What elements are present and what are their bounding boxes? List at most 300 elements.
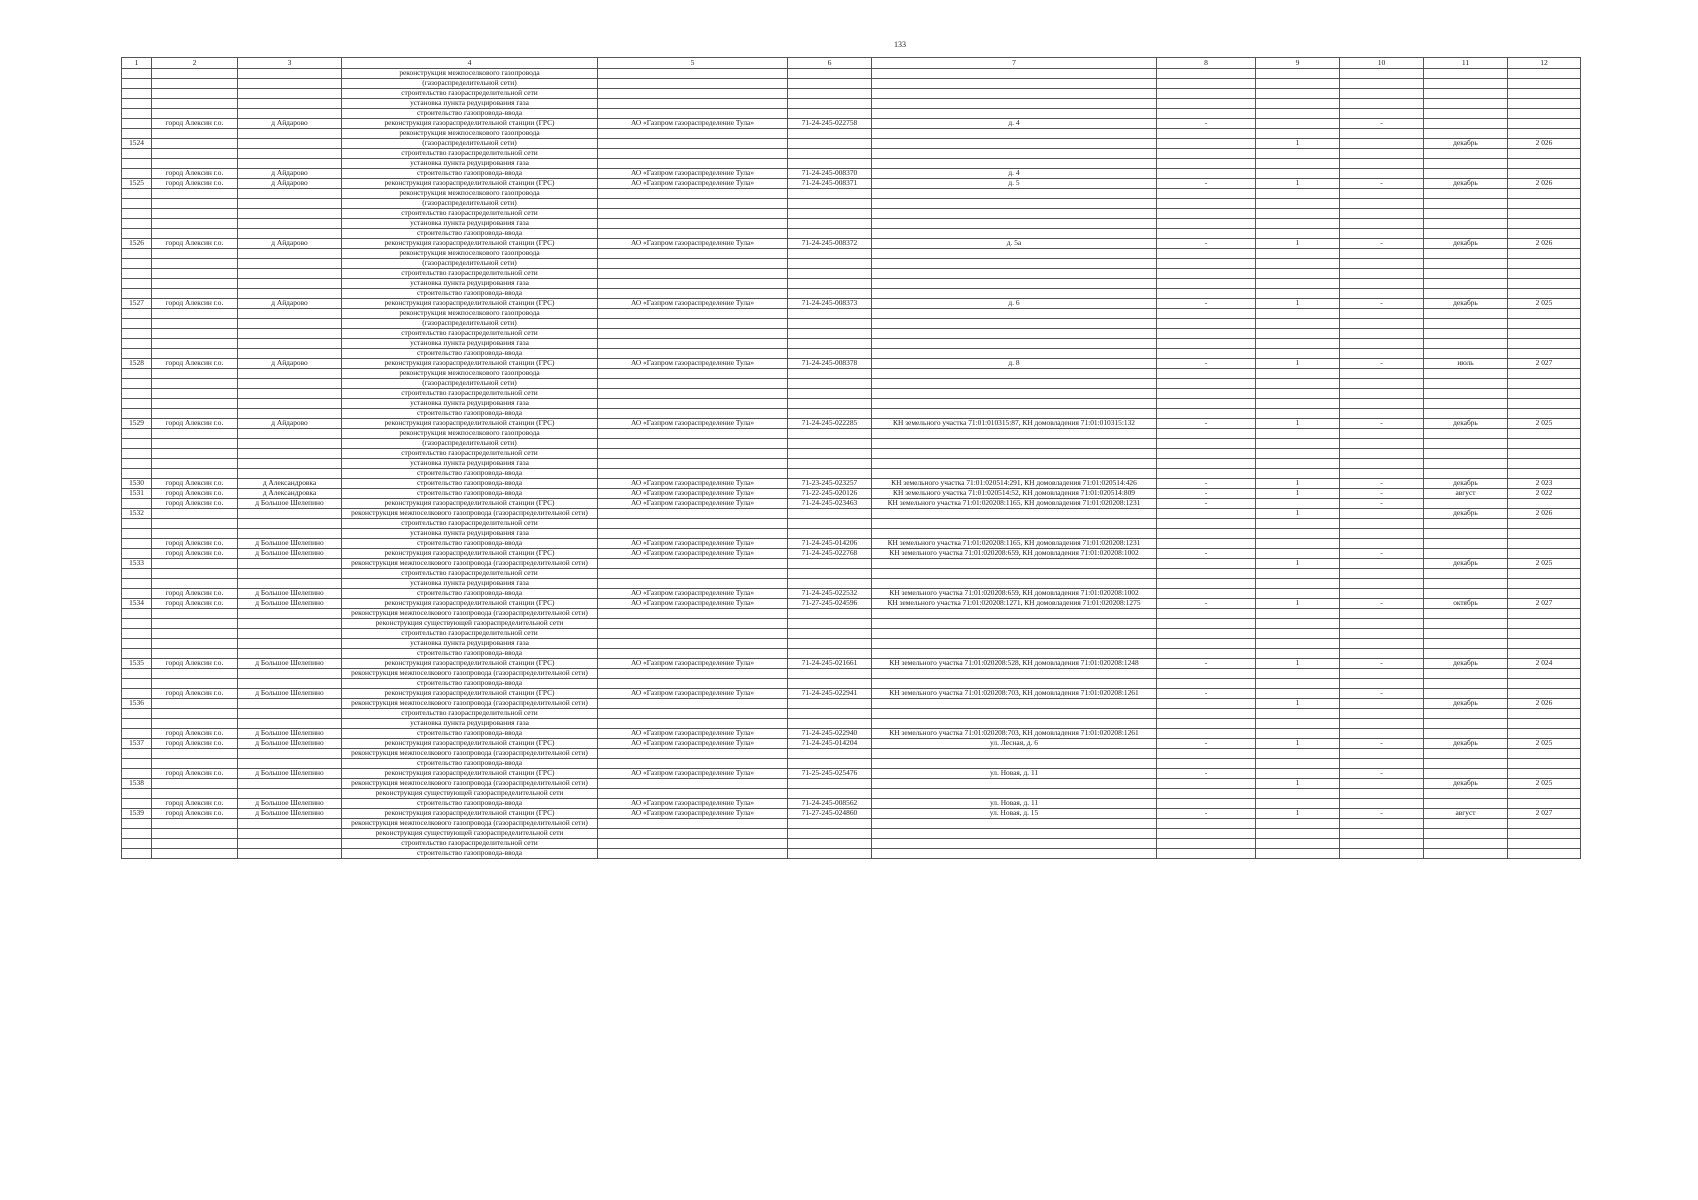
table-row xyxy=(122,679,1581,689)
table-row xyxy=(122,409,1581,419)
cell-col10: - xyxy=(1340,479,1424,489)
cell-organization xyxy=(598,559,788,569)
cell-organization xyxy=(598,519,788,529)
page-number: 133 xyxy=(894,40,906,49)
cell-application-id xyxy=(788,259,872,269)
cell-settlement: д Большое Шелепино xyxy=(238,769,342,779)
cell-month xyxy=(1424,819,1508,829)
table-row xyxy=(122,579,1581,589)
cell-settlement: д Большое Шелепино xyxy=(238,589,342,599)
cell-settlement xyxy=(238,609,342,619)
cell-year xyxy=(1508,499,1581,509)
cell-year xyxy=(1508,69,1581,79)
cell-address: ул. Лесная, д. 6 xyxy=(872,739,1157,749)
cell-col8 xyxy=(1157,399,1256,409)
cell-col10: - xyxy=(1340,549,1424,559)
cell-application-id: 71-24-245-008371 xyxy=(788,179,872,189)
cell-year: 2 027 xyxy=(1508,599,1581,609)
cell-col10 xyxy=(1340,349,1424,359)
cell-application-id: 71-24-245-022285 xyxy=(788,419,872,429)
table-row xyxy=(122,219,1581,229)
cell-month xyxy=(1424,719,1508,729)
cell-col9 xyxy=(1256,89,1340,99)
cell-settlement: д Большое Шелепино xyxy=(238,729,342,739)
cell-organization: АО «Газпром газораспределение Тула» xyxy=(598,419,788,429)
cell-year xyxy=(1508,269,1581,279)
cell-year: 2 025 xyxy=(1508,299,1581,309)
cell-address xyxy=(872,669,1157,679)
cell-col9 xyxy=(1256,769,1340,779)
cell-month: декабрь xyxy=(1424,299,1508,309)
cell-application-id xyxy=(788,399,872,409)
cell-number xyxy=(122,469,152,479)
table-row xyxy=(122,349,1581,359)
cell-municipality xyxy=(152,229,238,239)
cell-address: д. 4 xyxy=(872,169,1157,179)
cell-col9 xyxy=(1256,649,1340,659)
cell-address xyxy=(872,429,1157,439)
cell-col9 xyxy=(1256,339,1340,349)
cell-settlement xyxy=(238,519,342,529)
cell-settlement xyxy=(238,129,342,139)
cell-organization xyxy=(598,759,788,769)
cell-address xyxy=(872,129,1157,139)
cell-application-id xyxy=(788,129,872,139)
cell-settlement xyxy=(238,679,342,689)
cell-municipality xyxy=(152,679,238,689)
cell-col9 xyxy=(1256,579,1340,589)
table-row xyxy=(122,399,1581,409)
cell-col8 xyxy=(1157,449,1256,459)
table-row xyxy=(122,119,1581,129)
cell-organization: АО «Газпром газораспределение Тула» xyxy=(598,239,788,249)
cell-col10 xyxy=(1340,409,1424,419)
cell-application-id xyxy=(788,649,872,659)
cell-organization xyxy=(598,139,788,149)
cell-number xyxy=(122,589,152,599)
cell-settlement xyxy=(238,389,342,399)
cell-application-id xyxy=(788,159,872,169)
cell-col8 xyxy=(1157,839,1256,849)
cell-settlement xyxy=(238,629,342,639)
cell-year xyxy=(1508,749,1581,759)
table-row xyxy=(122,289,1581,299)
cell-year xyxy=(1508,429,1581,439)
cell-col10 xyxy=(1340,459,1424,469)
cell-settlement: д Большое Шелепино xyxy=(238,689,342,699)
cell-col8 xyxy=(1157,579,1256,589)
cell-settlement: д Большое Шелепино xyxy=(238,659,342,669)
cell-address: КН земельного участка 71:01:020208:659, КН домовладения 71:01:020208:1002 xyxy=(872,549,1157,559)
cell-col9 xyxy=(1256,99,1340,109)
cell-col8: - xyxy=(1157,769,1256,779)
cell-settlement xyxy=(238,709,342,719)
cell-organization xyxy=(598,529,788,539)
cell-year: 2 025 xyxy=(1508,419,1581,429)
cell-application-id xyxy=(788,669,872,679)
cell-number xyxy=(122,399,152,409)
cell-month: июль xyxy=(1424,359,1508,369)
cell-address xyxy=(872,509,1157,519)
cell-application-id xyxy=(788,219,872,229)
cell-application-id: 71-24-245-008378 xyxy=(788,359,872,369)
table-row xyxy=(122,819,1581,829)
cell-col9: 1 xyxy=(1256,779,1340,789)
table-row xyxy=(122,419,1581,429)
cell-organization xyxy=(598,699,788,709)
cell-work-type: реконструкция газораспределительной станции (ГРС) xyxy=(342,689,598,699)
cell-year xyxy=(1508,379,1581,389)
cell-organization xyxy=(598,309,788,319)
cell-col8 xyxy=(1157,749,1256,759)
cell-col9 xyxy=(1256,449,1340,459)
cell-col10 xyxy=(1340,319,1424,329)
cell-municipality: город Алексин г.о. xyxy=(152,169,238,179)
cell-address: КН земельного участка 71:01:020208:659, КН домовладения 71:01:020208:1002 xyxy=(872,589,1157,599)
cell-settlement xyxy=(238,699,342,709)
cell-year xyxy=(1508,189,1581,199)
cell-year xyxy=(1508,199,1581,209)
cell-address xyxy=(872,639,1157,649)
cell-month xyxy=(1424,259,1508,269)
cell-municipality xyxy=(152,619,238,629)
cell-work-type: строительство газораспределительной сети xyxy=(342,569,598,579)
cell-col10 xyxy=(1340,509,1424,519)
cell-number xyxy=(122,709,152,719)
cell-settlement: д Айдарово xyxy=(238,169,342,179)
cell-col10 xyxy=(1340,469,1424,479)
cell-work-type: (газораспределительной сети) xyxy=(342,139,598,149)
cell-col8: - xyxy=(1157,599,1256,609)
table-row xyxy=(122,269,1581,279)
cell-year: 2 027 xyxy=(1508,809,1581,819)
cell-settlement xyxy=(238,69,342,79)
cell-municipality: город Алексин г.о. xyxy=(152,489,238,499)
cell-settlement: д Айдарово xyxy=(238,119,342,129)
cell-year xyxy=(1508,149,1581,159)
cell-col9 xyxy=(1256,589,1340,599)
cell-application-id xyxy=(788,629,872,639)
table-row xyxy=(122,769,1581,779)
cell-year xyxy=(1508,709,1581,719)
cell-month xyxy=(1424,619,1508,629)
cell-address xyxy=(872,439,1157,449)
table-row xyxy=(122,279,1581,289)
cell-col10 xyxy=(1340,559,1424,569)
cell-municipality: город Алексин г.о. xyxy=(152,549,238,559)
table-row xyxy=(122,809,1581,819)
cell-municipality xyxy=(152,249,238,259)
cell-application-id: 71-24-245-008370 xyxy=(788,169,872,179)
cell-work-type: строительство газопровода-ввода xyxy=(342,539,598,549)
cell-number xyxy=(122,499,152,509)
cell-month: декабрь xyxy=(1424,779,1508,789)
cell-col9: 1 xyxy=(1256,179,1340,189)
cell-col10 xyxy=(1340,779,1424,789)
cell-organization xyxy=(598,89,788,99)
cell-municipality xyxy=(152,309,238,319)
cell-number xyxy=(122,529,152,539)
table-row xyxy=(122,479,1581,489)
cell-municipality xyxy=(152,79,238,89)
cell-year xyxy=(1508,639,1581,649)
cell-work-type: реконструкция межпоселкового газопровода xyxy=(342,69,598,79)
cell-address xyxy=(872,679,1157,689)
cell-year xyxy=(1508,309,1581,319)
cell-month xyxy=(1424,669,1508,679)
cell-municipality xyxy=(152,639,238,649)
cell-work-type: строительство газораспределительной сети xyxy=(342,709,598,719)
cell-number xyxy=(122,309,152,319)
cell-col8 xyxy=(1157,429,1256,439)
cell-col8 xyxy=(1157,729,1256,739)
cell-col10 xyxy=(1340,799,1424,809)
cell-month xyxy=(1424,709,1508,719)
cell-col10 xyxy=(1340,209,1424,219)
cell-number: 1536 xyxy=(122,699,152,709)
table-row xyxy=(122,799,1581,809)
cell-address xyxy=(872,829,1157,839)
cell-year xyxy=(1508,319,1581,329)
cell-application-id xyxy=(788,749,872,759)
cell-number xyxy=(122,459,152,469)
cell-organization xyxy=(598,439,788,449)
cell-settlement xyxy=(238,219,342,229)
cell-month xyxy=(1424,249,1508,259)
cell-settlement xyxy=(238,429,342,439)
table-row xyxy=(122,539,1581,549)
cell-col10: - xyxy=(1340,359,1424,369)
cell-col10: - xyxy=(1340,489,1424,499)
cell-col10 xyxy=(1340,529,1424,539)
cell-settlement xyxy=(238,439,342,449)
cell-col9 xyxy=(1256,689,1340,699)
cell-number xyxy=(122,129,152,139)
cell-col10 xyxy=(1340,89,1424,99)
cell-municipality xyxy=(152,149,238,159)
cell-col10 xyxy=(1340,379,1424,389)
cell-work-type: реконструкция газораспределительной станции (ГРС) xyxy=(342,769,598,779)
cell-municipality: город Алексин г.о. xyxy=(152,239,238,249)
cell-col10 xyxy=(1340,709,1424,719)
table-row xyxy=(122,649,1581,659)
cell-settlement xyxy=(238,619,342,629)
cell-year xyxy=(1508,619,1581,629)
table-row xyxy=(122,179,1581,189)
cell-settlement xyxy=(238,279,342,289)
cell-col8 xyxy=(1157,89,1256,99)
cell-organization xyxy=(598,469,788,479)
cell-address xyxy=(872,579,1157,589)
cell-organization xyxy=(598,329,788,339)
cell-settlement: д Айдарово xyxy=(238,239,342,249)
cell-month xyxy=(1424,589,1508,599)
cell-col9 xyxy=(1256,529,1340,539)
cell-col8 xyxy=(1157,819,1256,829)
cell-settlement xyxy=(238,469,342,479)
cell-month: декабрь xyxy=(1424,419,1508,429)
cell-month xyxy=(1424,349,1508,359)
cell-month: октябрь xyxy=(1424,599,1508,609)
cell-year: 2 022 xyxy=(1508,489,1581,499)
cell-col9 xyxy=(1256,289,1340,299)
table-row xyxy=(122,369,1581,379)
cell-col9 xyxy=(1256,639,1340,649)
cell-work-type: строительство газопровода-ввода xyxy=(342,109,598,119)
cell-organization xyxy=(598,679,788,689)
cell-application-id xyxy=(788,449,872,459)
cell-address xyxy=(872,249,1157,259)
cell-address xyxy=(872,269,1157,279)
cell-month xyxy=(1424,269,1508,279)
cell-col10 xyxy=(1340,449,1424,459)
cell-year: 2 025 xyxy=(1508,779,1581,789)
cell-col10 xyxy=(1340,69,1424,79)
cell-year xyxy=(1508,579,1581,589)
cell-work-type: реконструкция газораспределительной станции (ГРС) xyxy=(342,599,598,609)
cell-col9 xyxy=(1256,389,1340,399)
cell-settlement xyxy=(238,269,342,279)
cell-number xyxy=(122,749,152,759)
cell-municipality: город Алексин г.о. xyxy=(152,119,238,129)
cell-col10 xyxy=(1340,399,1424,409)
cell-municipality xyxy=(152,259,238,269)
cell-address: ул. Новая, д. 11 xyxy=(872,769,1157,779)
cell-month xyxy=(1424,679,1508,689)
cell-number xyxy=(122,849,152,859)
cell-col10: - xyxy=(1340,179,1424,189)
cell-month xyxy=(1424,109,1508,119)
cell-col8: - xyxy=(1157,179,1256,189)
cell-address xyxy=(872,109,1157,119)
cell-month xyxy=(1424,389,1508,399)
cell-address xyxy=(872,289,1157,299)
cell-number xyxy=(122,189,152,199)
cell-application-id: 71-25-245-025476 xyxy=(788,769,872,779)
cell-municipality xyxy=(152,439,238,449)
cell-settlement xyxy=(238,229,342,239)
cell-address xyxy=(872,319,1157,329)
cell-work-type: строительство газораспределительной сети xyxy=(342,89,598,99)
header-row xyxy=(122,58,1581,69)
cell-month xyxy=(1424,159,1508,169)
cell-col10 xyxy=(1340,609,1424,619)
cell-municipality xyxy=(152,219,238,229)
cell-col9 xyxy=(1256,79,1340,89)
cell-col8 xyxy=(1157,79,1256,89)
cell-application-id: 71-24-245-022758 xyxy=(788,119,872,129)
cell-address xyxy=(872,839,1157,849)
cell-col9: 1 xyxy=(1256,509,1340,519)
cell-col10 xyxy=(1340,639,1424,649)
cell-work-type: реконструкция газораспределительной станции (ГРС) xyxy=(342,739,598,749)
cell-settlement xyxy=(238,529,342,539)
cell-year: 2 025 xyxy=(1508,739,1581,749)
cell-municipality: город Алексин г.о. xyxy=(152,359,238,369)
cell-number xyxy=(122,689,152,699)
cell-organization xyxy=(598,669,788,679)
cell-col10: - xyxy=(1340,689,1424,699)
cell-organization: АО «Газпром газораспределение Тула» xyxy=(598,589,788,599)
cell-number xyxy=(122,409,152,419)
table-row xyxy=(122,659,1581,669)
cell-application-id xyxy=(788,79,872,89)
table-row xyxy=(122,239,1581,249)
cell-organization xyxy=(598,219,788,229)
cell-col9 xyxy=(1256,669,1340,679)
cell-address: КН земельного участка 71:01:020208:1165, КН домовладения 71:01:020208:1231 xyxy=(872,539,1157,549)
header-col-6: 6 xyxy=(788,58,872,69)
cell-settlement: д Большое Шелепино xyxy=(238,799,342,809)
cell-organization xyxy=(598,369,788,379)
cell-year xyxy=(1508,119,1581,129)
table-row xyxy=(122,149,1581,159)
cell-settlement xyxy=(238,669,342,679)
cell-number: 1537 xyxy=(122,739,152,749)
cell-month xyxy=(1424,689,1508,699)
cell-month xyxy=(1424,149,1508,159)
table-row xyxy=(122,359,1581,369)
cell-work-type: строительство газопровода-ввода xyxy=(342,289,598,299)
cell-work-type: строительство газопровода-ввода xyxy=(342,799,598,809)
cell-application-id xyxy=(788,329,872,339)
cell-municipality: город Алексин г.о. xyxy=(152,739,238,749)
cell-work-type: установка пункта редуцирования газа xyxy=(342,639,598,649)
cell-work-type: реконструкция межпоселкового газопровода xyxy=(342,129,598,139)
cell-work-type: установка пункта редуцирования газа xyxy=(342,159,598,169)
cell-col10 xyxy=(1340,619,1424,629)
cell-settlement xyxy=(238,849,342,859)
cell-work-type: установка пункта редуцирования газа xyxy=(342,279,598,289)
table-row xyxy=(122,379,1581,389)
cell-work-type: строительство газопровода-ввода xyxy=(342,349,598,359)
table-row xyxy=(122,89,1581,99)
cell-col10: - xyxy=(1340,419,1424,429)
cell-col10 xyxy=(1340,139,1424,149)
cell-col10: - xyxy=(1340,119,1424,129)
cell-application-id xyxy=(788,149,872,159)
cell-month xyxy=(1424,219,1508,229)
cell-col10: - xyxy=(1340,299,1424,309)
cell-work-type: реконструкция межпоселкового газопровода (газораспределительной сети) xyxy=(342,609,598,619)
cell-col8 xyxy=(1157,319,1256,329)
header-col-1: 1 xyxy=(122,58,152,69)
cell-organization xyxy=(598,269,788,279)
cell-month xyxy=(1424,209,1508,219)
cell-year xyxy=(1508,519,1581,529)
cell-col8 xyxy=(1157,229,1256,239)
cell-municipality xyxy=(152,189,238,199)
cell-application-id xyxy=(788,409,872,419)
cell-application-id xyxy=(788,289,872,299)
cell-number xyxy=(122,579,152,589)
cell-number xyxy=(122,789,152,799)
cell-col8 xyxy=(1157,829,1256,839)
cell-organization: АО «Газпром газораспределение Тула» xyxy=(598,539,788,549)
cell-work-type: строительство газопровода-ввода xyxy=(342,759,598,769)
cell-col8: - xyxy=(1157,689,1256,699)
cell-month xyxy=(1424,399,1508,409)
cell-work-type: строительство газораспределительной сети xyxy=(342,449,598,459)
cell-settlement: д Большое Шелепино xyxy=(238,739,342,749)
cell-address xyxy=(872,199,1157,209)
cell-work-type: строительство газораспределительной сети xyxy=(342,519,598,529)
cell-year xyxy=(1508,549,1581,559)
cell-organization xyxy=(598,399,788,409)
cell-address: д. 4 xyxy=(872,119,1157,129)
table-row xyxy=(122,129,1581,139)
cell-year xyxy=(1508,589,1581,599)
